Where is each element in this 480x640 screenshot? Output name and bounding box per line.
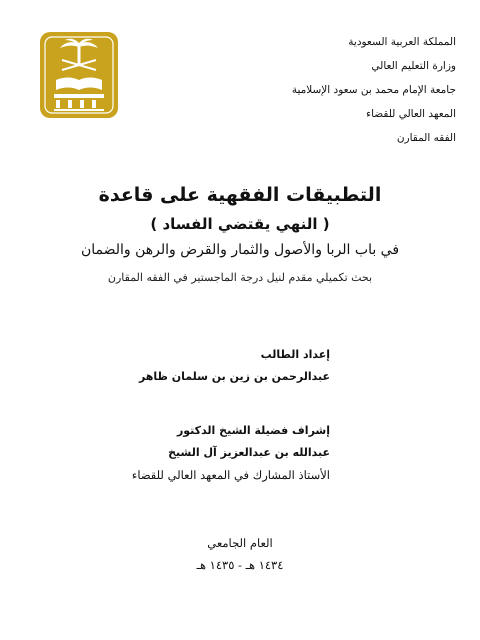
header-line-country: المملكة العربية السعودية	[348, 36, 456, 48]
header-line-ministry: وزارة التعليم العالي	[371, 60, 456, 72]
university-seal-icon	[38, 30, 120, 120]
thesis-scope: في باب الربا والأصول والثمار والقرض والرهن والضمان	[80, 242, 400, 258]
supervisor-label: إشراف فضيلة الشيخ الدكتور	[176, 424, 330, 437]
thesis-purpose: بحث تكميلي مقدم لنيل درجة الماجستير في الفقه المقارن	[107, 271, 373, 284]
supervisor-block	[132, 420, 330, 486]
header-line-department: الفقه المقارن	[396, 132, 456, 144]
supervisor-position: الأستاذ المشارك في المعهد العالي للقضاء	[131, 468, 330, 482]
academic-year-label: العام الجامعي	[207, 536, 273, 550]
thesis-title-block	[0, 182, 480, 288]
student-name: عبدالرحمن بن زين بن سلمان ظاهر	[138, 370, 330, 383]
institution-header	[256, 30, 456, 150]
header-line-university: جامعة الإمام محمد بن سعود الإسلامية	[291, 84, 456, 96]
student-block	[139, 344, 330, 388]
academic-year-value: ١٤٣٤ هـ - ١٤٣٥ هـ	[196, 558, 284, 572]
academic-year-block	[0, 532, 480, 576]
thesis-title: التطبيقات الفقهية على قاعدة	[98, 184, 382, 206]
supervisor-name: عبدالله بن عبدالعزيز آل الشيخ	[168, 446, 330, 459]
student-label: إعداد الطالب	[260, 348, 330, 361]
thesis-subtitle: ( النهي يقتضي الفساد )	[150, 215, 330, 233]
header-line-institute: المعهد العالي للقضاء	[366, 108, 456, 120]
